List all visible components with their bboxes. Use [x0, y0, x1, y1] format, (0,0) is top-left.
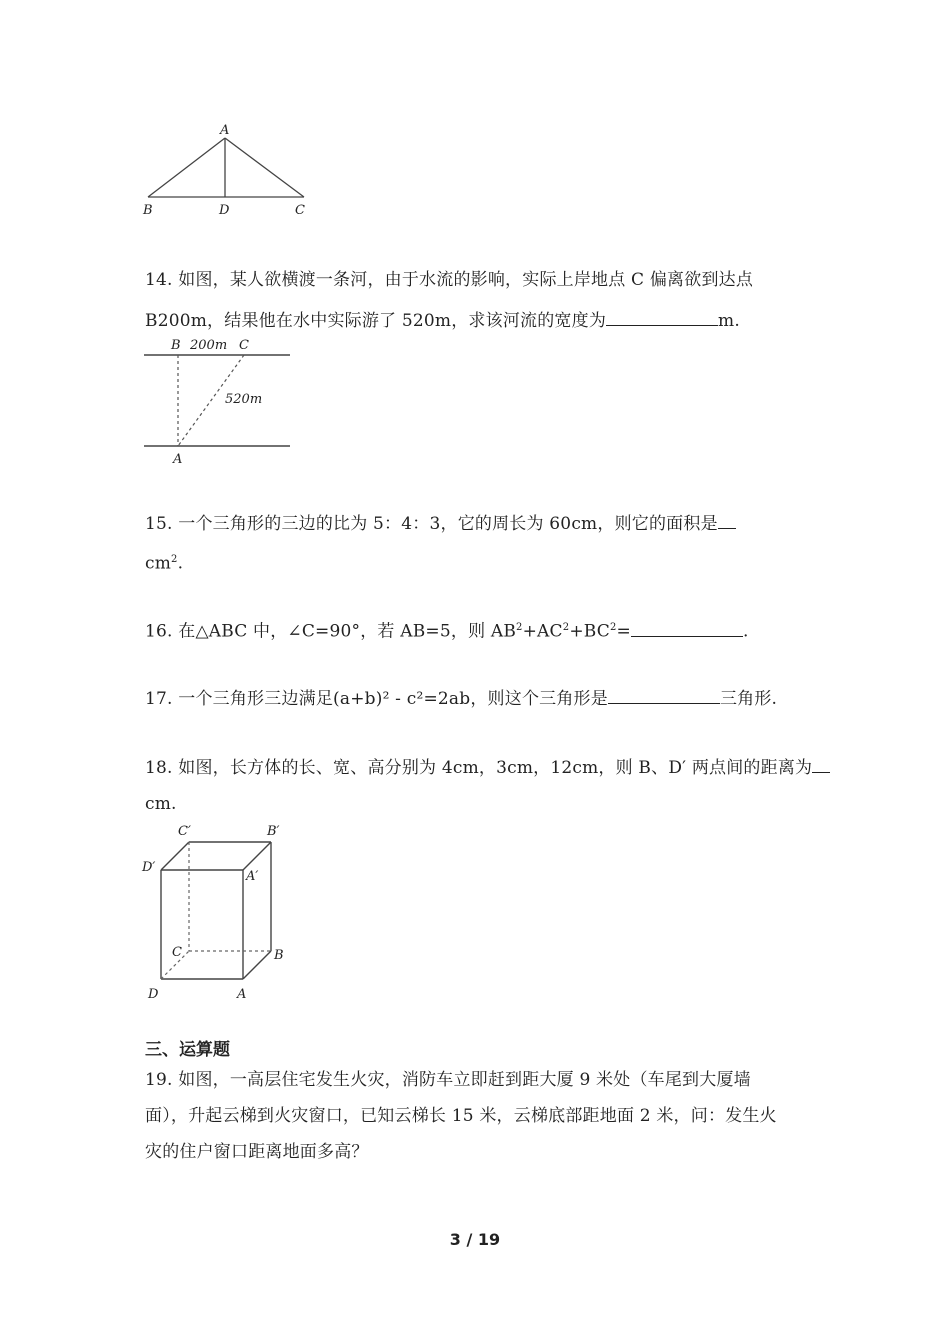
- triangle-figure: [140, 120, 320, 220]
- q15-line1: [145, 510, 736, 536]
- q18-line1: [145, 754, 830, 780]
- q16-answer-blank[interactable]: [631, 618, 743, 637]
- vertex-label-b: B: [143, 203, 153, 218]
- q16-end: .: [743, 621, 749, 642]
- cuboid-label-a: A: [237, 987, 247, 1002]
- q15-text: 15. 一个三角形的三边的比为 5：4：3，它的周长为 60cm，则它的面积是: [145, 514, 718, 534]
- cuboid-label-c: C: [172, 945, 182, 960]
- q16-sup1: 2: [516, 622, 523, 633]
- q17-answer-blank[interactable]: [608, 685, 720, 704]
- q15-unit: cm: [145, 553, 172, 574]
- q16-prefix: 16. 在△ABC 中，∠C=90°，若 AB=5，则 AB: [145, 621, 517, 642]
- q16-mid2: +BC: [569, 621, 610, 642]
- river-label-b: B: [171, 338, 181, 353]
- q15-end: .: [177, 553, 184, 574]
- q18-line2: cm.: [145, 794, 177, 814]
- q18-answer-blank[interactable]: [812, 754, 830, 773]
- cuboid-label-b-prime: B′: [267, 824, 280, 839]
- q16-mid3: =: [616, 621, 631, 642]
- q17-text: 17. 一个三角形三边满足(a+b)² - c²=2ab，则这个三角形是: [145, 689, 608, 709]
- q15-unit-exp: 2: [171, 554, 178, 565]
- q18-text: 18. 如图，长方体的长、宽、高分别为 4cm，3cm，12cm，则 B、D′ 两点间的距离为: [145, 758, 813, 778]
- vertex-label-c: C: [295, 203, 305, 218]
- q16-sup2: 2: [562, 622, 570, 633]
- q14-text: B200m，结果他在水中实际游了 520m，求该河流的宽度为: [145, 311, 607, 331]
- q14-answer-blank[interactable]: [606, 307, 718, 326]
- cuboid-label-d: D: [148, 987, 159, 1002]
- page-number: 3 / 19: [449, 1230, 501, 1249]
- river-label-swim: 520m: [225, 392, 263, 407]
- q17-after: 三角形.: [719, 689, 778, 709]
- q14-line2: [145, 307, 740, 333]
- river-label-c: C: [239, 338, 249, 353]
- q19-line3: 灾的住户窗口距离地面多高？: [145, 1142, 369, 1162]
- river-label-a: A: [173, 452, 183, 467]
- q15-answer-blank[interactable]: [718, 510, 736, 529]
- q16-sup3: 2: [609, 622, 617, 633]
- cuboid-label-d-prime: D′: [142, 860, 156, 875]
- q14-line1: 14. 如图，某人欲横渡一条河，由于水流的影响，实际上岸地点 C 偏离欲到达点: [145, 270, 754, 290]
- vertex-label-a: A: [220, 123, 230, 138]
- cuboid-label-a-prime: A′: [246, 869, 259, 884]
- vertex-label-d: D: [219, 203, 230, 218]
- q16-line: [145, 616, 749, 644]
- q16-mid1: +AC: [522, 621, 563, 642]
- cuboid-label-b: B: [274, 948, 284, 963]
- cuboid-figure: [140, 818, 300, 1008]
- q19-line1: 19. 如图，一高层住宅发生火灾，消防车立即赶到距大厦 9 米处（车尾到大厦墙: [145, 1070, 751, 1090]
- river-figure: [140, 335, 300, 470]
- section-title: 三、运算题: [145, 1040, 230, 1060]
- q19-line2: 面），升起云梯到火灾窗口，已知云梯长 15 米，云梯底部距地面 2 米，问：发生火: [145, 1106, 777, 1126]
- q17-line: [145, 685, 777, 711]
- q14-unit: m.: [718, 311, 740, 331]
- river-label-distance: 200m: [190, 338, 228, 353]
- cuboid-label-c-prime: C′: [178, 824, 191, 839]
- q15-line2: [145, 548, 183, 576]
